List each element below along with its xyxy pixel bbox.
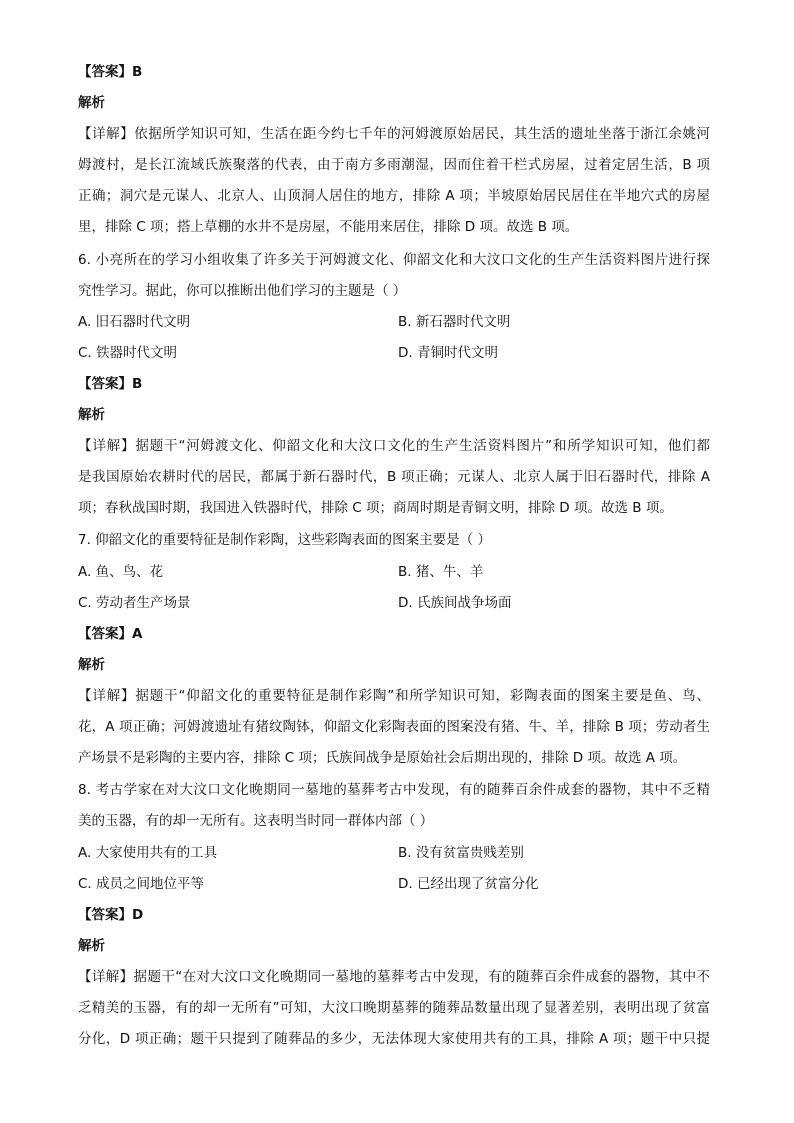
analysis-label: 解析 <box>78 95 105 111</box>
option-d: D. 氏族间战争场面 <box>398 595 512 611</box>
option-a: A. 大家使用共有的工具 <box>78 845 218 861</box>
analysis-label: 解析 <box>78 938 105 954</box>
question-text: 8. 考古学家在对大汶口文化晚期同一墓地的墓葬考古中发现，有的随葬百余件成套的器物，其中不乏精 <box>78 782 710 798</box>
detail-line: 花，A 项正确；河姆渡遗址有猪纹陶钵，仰韶文化彩陶表面的图案没有猪、牛、羊，排除 B 项；劳动者生 <box>78 719 710 735</box>
analysis-label: 解析 <box>78 407 105 423</box>
option-d: D. 已经出现了贫富分化 <box>398 876 539 892</box>
answer-label: 【答案】A <box>78 626 143 642</box>
option-b: B. 猪、牛、羊 <box>398 564 484 580</box>
question-text: 6. 小亮所在的学习小组收集了许多关于河姆渡文化、仰韶文化和大汶口文化的生产生活资料图片进行探 <box>78 252 710 268</box>
detail-line: 里，排除 C 项；搭上草棚的水井不是房屋，不能用来居住，排除 D 项。故选 B 项。 <box>78 219 579 235</box>
detail-line: 分化，D 项正确；题干只提到了随葬品的多少，无法体现大家使用共有的工具，排除 A 项；题干中只提 <box>78 1031 710 1047</box>
detail-line: 乏精美的玉器，有的却一无所有”可知，大汶口晚期墓葬的随葬品数量出现了显著差别，表明出现了贫富 <box>78 1000 710 1016</box>
answer-label: 【答案】B <box>78 376 143 392</box>
detail-line: 【详解】据题干“在对大汶口文化晚期同一墓地的墓葬考古中发现，有的随葬百余件成套的器物，其中不 <box>78 969 710 985</box>
detail-line: 【详解】依据所学知识可知，生活在距今约七千年的河姆渡原始居民，其生活的遗址坐落于浙江余姚河 <box>78 126 710 142</box>
detail-line: 项；春秋战国时期，我国进入铁器时代，排除 C 项；商周时期是青铜文明，排除 D 项。故选 B 项。 <box>78 500 673 516</box>
question-text: 究性学习。据此，你可以推断出他们学习的主题是（ ） <box>78 283 407 299</box>
question-text: 7. 仰韶文化的重要特征是制作彩陶，这些彩陶表面的图案主要是（ ） <box>78 532 491 548</box>
detail-line: 姆渡村，是长江流域氏族聚落的代表，由于南方多雨潮湿，因而住着干栏式房屋，过着定居生活，B 项 <box>78 157 710 173</box>
question-text: 美的玉器，有的却一无所有。这表明当时同一群体内部（ ） <box>78 813 434 829</box>
option-c: C. 成员之间地位平等 <box>78 876 205 892</box>
detail-line: 产场景不是彩陶的主要内容，排除 C 项；氏族间战争是原始社会后期出现的，排除 D 项。故选 A 项。 <box>78 750 687 766</box>
detail-line: 【详解】据题干“仰韶文化的重要特征是制作彩陶”和所学知识可知，彩陶表面的图案主要是鱼、鸟、 <box>78 688 710 704</box>
option-b: B. 没有贫富贵贱差别 <box>398 845 524 861</box>
option-c: C. 铁器时代文明 <box>78 345 178 361</box>
detail-line: 正确；洞穴是元谋人、北京人、山顶洞人居住的地方，排除 A 项；半坡原始居民居住在半地穴式的房屋 <box>78 188 710 204</box>
option-c: C. 劳动者生产场景 <box>78 595 191 611</box>
option-b: B. 新石器时代文明 <box>398 314 511 330</box>
answer-label: 【答案】B <box>78 64 143 80</box>
answer-label: 【答案】D <box>78 907 144 923</box>
detail-line: 【详解】据题干“河姆渡文化、仰韶文化和大汶口文化的生产生活资料图片”和所学知识可知，他们都 <box>78 438 710 454</box>
option-a: A. 鱼、鸟、花 <box>78 564 164 580</box>
analysis-label: 解析 <box>78 657 105 673</box>
option-d: D. 青铜时代文明 <box>398 345 498 361</box>
option-a: A. 旧石器时代文明 <box>78 314 191 330</box>
detail-line: 是我国原始农耕时代的居民，都属于新石器时代，B 项正确；元谋人、北京人属于旧石器时代，排除 A <box>78 469 710 485</box>
